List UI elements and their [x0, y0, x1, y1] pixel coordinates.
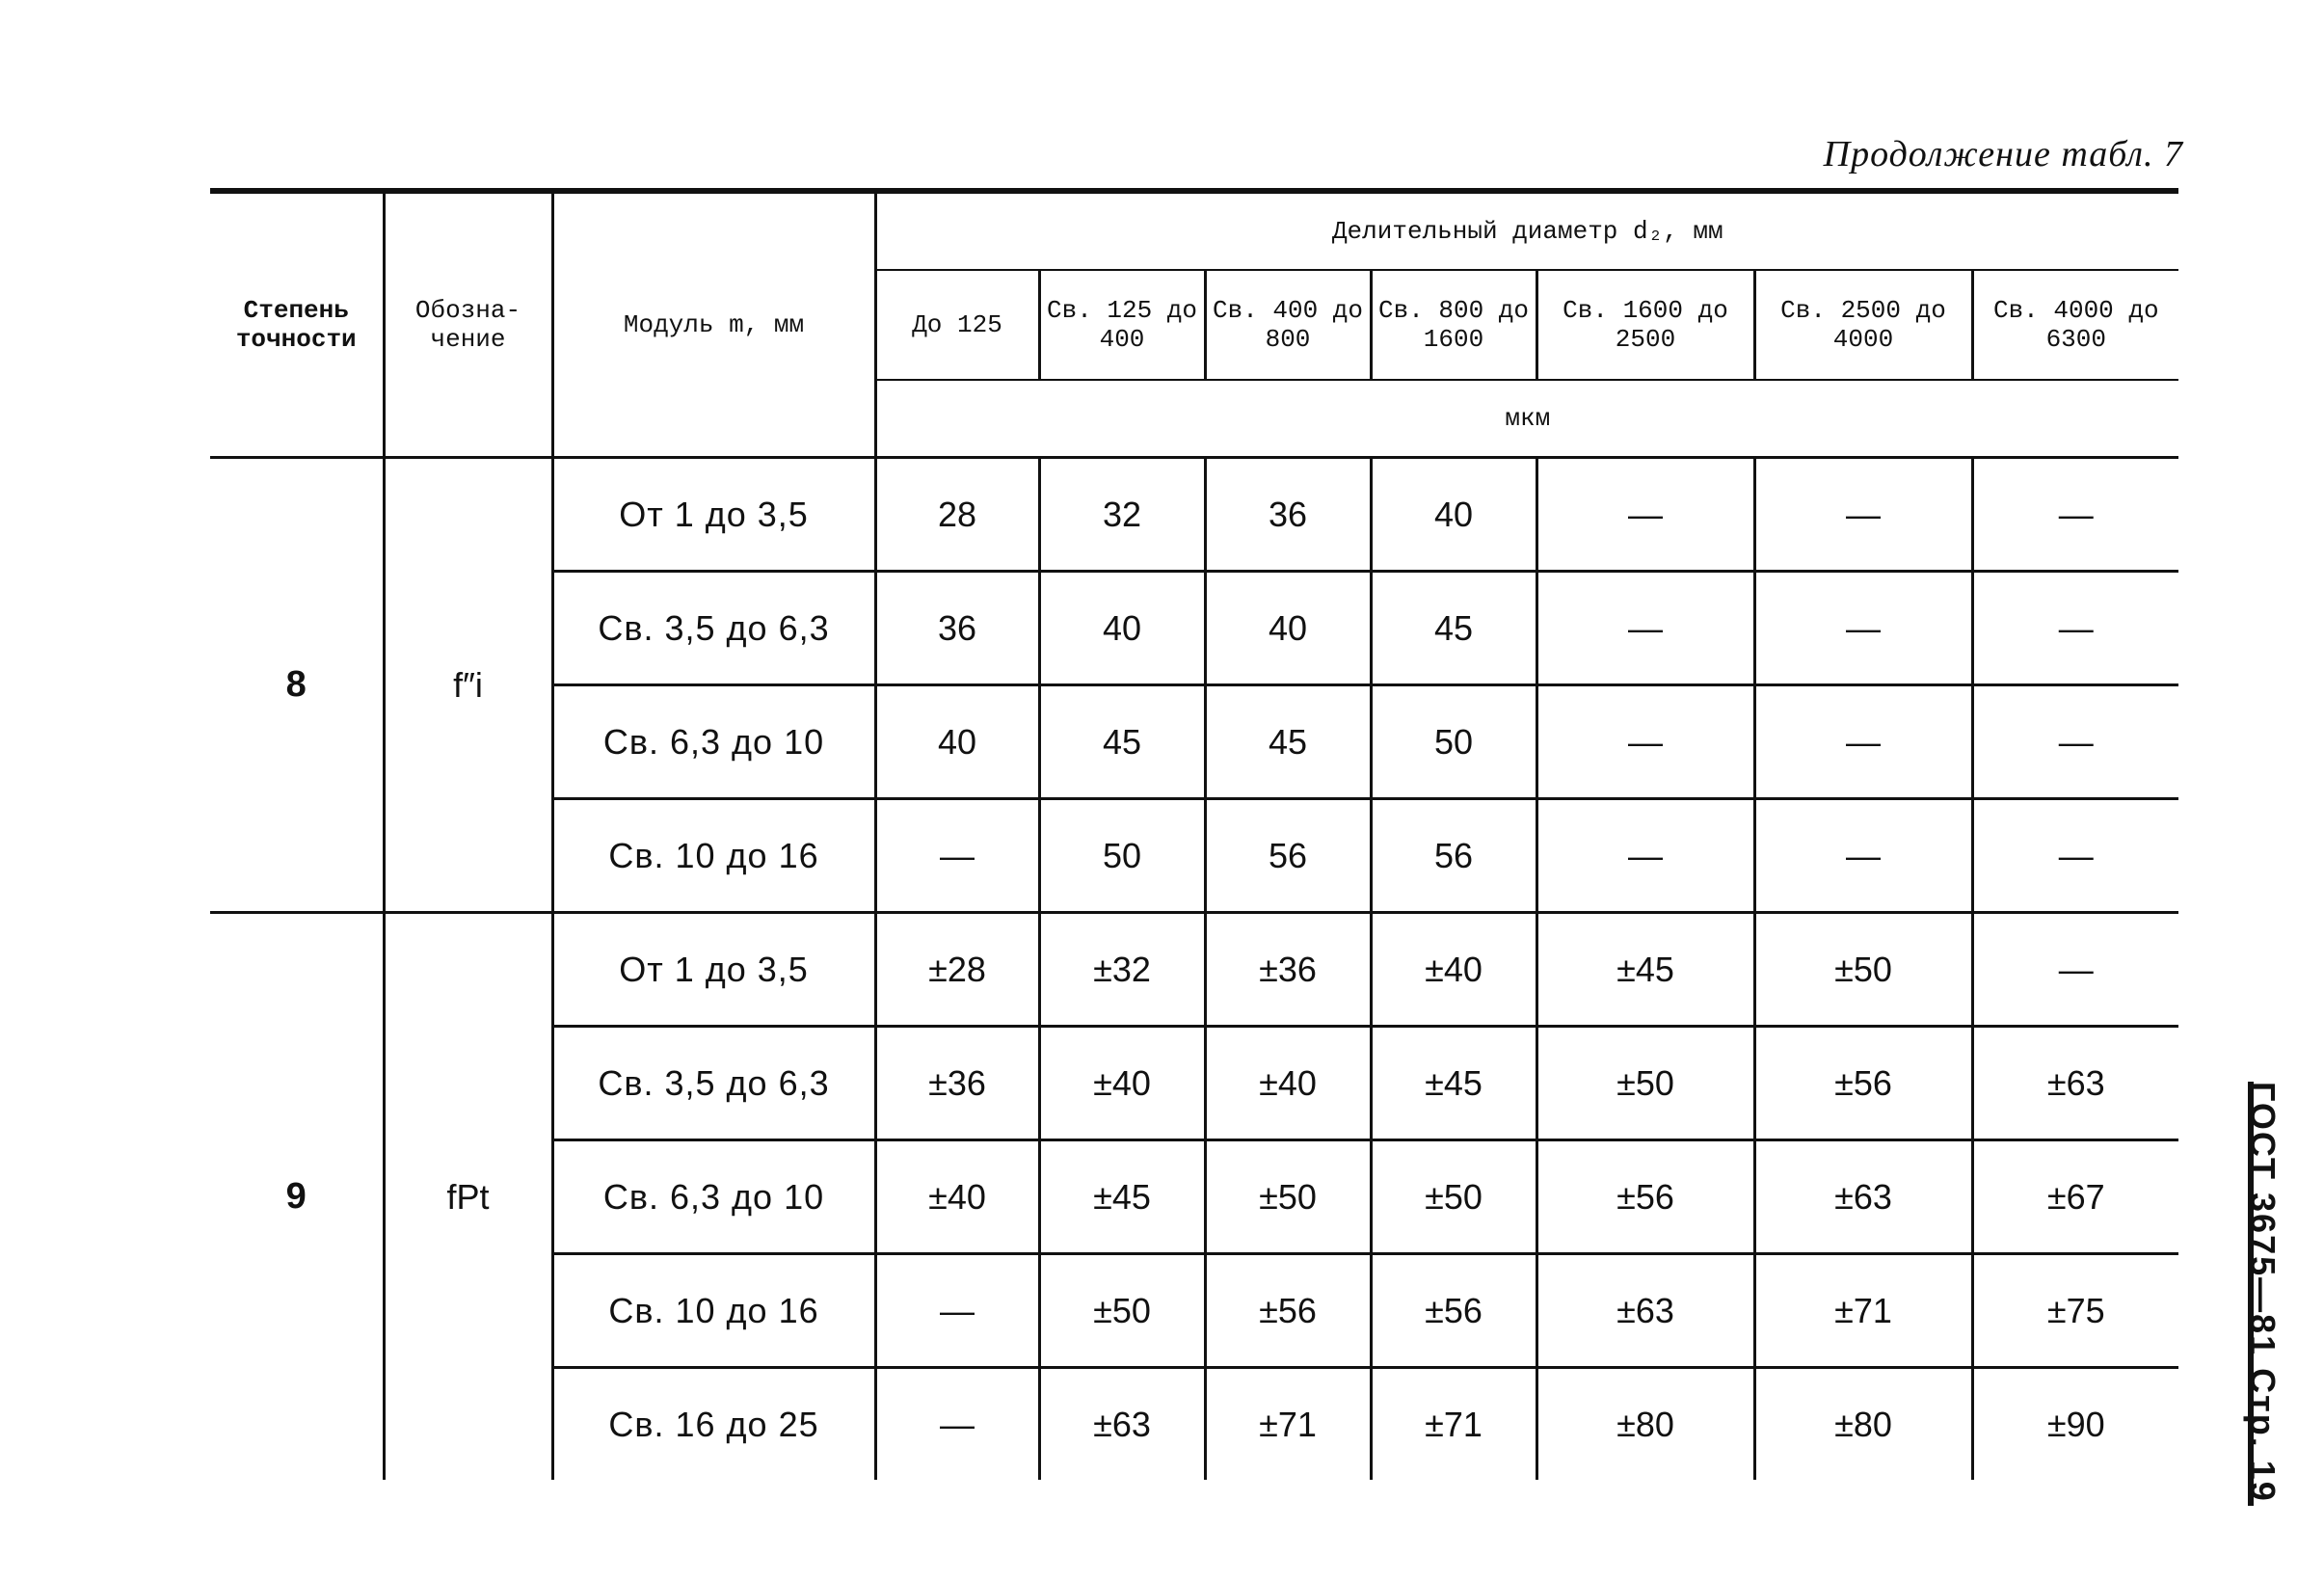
table-row — [210, 458, 2178, 572]
value-cell: ±50 — [1754, 913, 1972, 1027]
value-cell: ±40 — [875, 1140, 1039, 1254]
value-cell: 45 — [1371, 572, 1536, 685]
table-caption: Продолжение табл. 7 — [1823, 134, 2183, 174]
value-cell: 40 — [875, 685, 1039, 799]
value-cell: 40 — [1205, 572, 1371, 685]
value-cell: — — [875, 1368, 1039, 1481]
module-cell: От 1 до 3,5 — [552, 458, 875, 572]
value-cell: — — [1972, 685, 2178, 799]
tolerance-table — [210, 188, 2178, 1480]
value-cell: 45 — [1205, 685, 1371, 799]
symbol-cell: fPt — [384, 913, 552, 1481]
value-cell: — — [1754, 685, 1972, 799]
value-cell: 45 — [1039, 685, 1205, 799]
value-cell: ±75 — [1972, 1254, 2178, 1368]
header-diameter-col: Св. 4000 до 6300 — [1972, 270, 2178, 380]
value-cell: ±45 — [1039, 1140, 1205, 1254]
value-cell: ±71 — [1371, 1368, 1536, 1481]
margin-note — [2243, 1082, 2283, 1506]
module-cell: Св. 6,3 до 10 — [552, 685, 875, 799]
value-cell: 40 — [1039, 572, 1205, 685]
header-diameter-group: Делительный диаметр d₂, мм — [875, 191, 2178, 270]
value-cell: 36 — [875, 572, 1039, 685]
table-body — [210, 458, 2178, 1481]
header-diameter-col: Св. 2500 до 4000 — [1754, 270, 1972, 380]
value-cell: — — [1536, 572, 1754, 685]
value-cell: — — [1972, 799, 2178, 913]
value-cell: ±36 — [1205, 913, 1371, 1027]
value-cell: ±50 — [1039, 1254, 1205, 1368]
value-cell: ±90 — [1972, 1368, 2178, 1481]
value-cell: ±71 — [1754, 1254, 1972, 1368]
degree-cell: 9 — [210, 913, 384, 1481]
module-cell: Св. 6,3 до 10 — [552, 1140, 875, 1254]
module-cell: Св. 16 до 25 — [552, 1368, 875, 1481]
module-cell: Св. 10 до 16 — [552, 799, 875, 913]
value-cell: ±36 — [875, 1027, 1039, 1140]
value-cell: ±45 — [1371, 1027, 1536, 1140]
header-diameter-col: Св. 800 до 1600 — [1371, 270, 1536, 380]
value-cell: ±63 — [1536, 1254, 1754, 1368]
value-cell: 36 — [1205, 458, 1371, 572]
value-cell: 28 — [875, 458, 1039, 572]
value-cell: — — [1536, 685, 1754, 799]
value-cell: — — [1972, 572, 2178, 685]
module-cell: Св. 3,5 до 6,3 — [552, 572, 875, 685]
margin-note-text: ГОСТ 3675—81 Стр. 19 — [2243, 1082, 2283, 1503]
value-cell: ±56 — [1536, 1140, 1754, 1254]
value-cell: 40 — [1371, 458, 1536, 572]
value-cell: ±63 — [1754, 1140, 1972, 1254]
value-cell: ±63 — [1039, 1368, 1205, 1481]
value-cell: ±32 — [1039, 913, 1205, 1027]
value-cell: — — [1972, 913, 2178, 1027]
value-cell: — — [875, 1254, 1039, 1368]
value-cell: ±80 — [1536, 1368, 1754, 1481]
value-cell: — — [1754, 458, 1972, 572]
value-cell: ±28 — [875, 913, 1039, 1027]
value-cell: — — [1754, 572, 1972, 685]
value-cell: ±50 — [1205, 1140, 1371, 1254]
value-cell: ±80 — [1754, 1368, 1972, 1481]
header-module: Модуль m, мм — [552, 191, 875, 458]
header-diameter-col: До 125 — [875, 270, 1039, 380]
header-diameter-col: Св. 1600 до 2500 — [1536, 270, 1754, 380]
value-cell: ±40 — [1371, 913, 1536, 1027]
degree-cell: 8 — [210, 458, 384, 913]
value-cell: ±45 — [1536, 913, 1754, 1027]
value-cell: 56 — [1371, 799, 1536, 913]
value-cell: 56 — [1205, 799, 1371, 913]
header-unit: мкм — [875, 380, 2178, 458]
value-cell: — — [1536, 458, 1754, 572]
value-cell: ±56 — [1754, 1027, 1972, 1140]
value-cell: ±40 — [1039, 1027, 1205, 1140]
value-cell: ±40 — [1205, 1027, 1371, 1140]
module-cell: От 1 до 3,5 — [552, 913, 875, 1027]
value-cell: 50 — [1371, 685, 1536, 799]
value-cell: ±63 — [1972, 1027, 2178, 1140]
header-diameter-col: Св. 400 до 800 — [1205, 270, 1371, 380]
header-degree: Степень точности — [210, 191, 384, 458]
value-cell: ±67 — [1972, 1140, 2178, 1254]
value-cell: ±50 — [1536, 1027, 1754, 1140]
symbol-cell: f″i — [384, 458, 552, 913]
header-diameter-col: Св. 125 до 400 — [1039, 270, 1205, 380]
value-cell: ±56 — [1205, 1254, 1371, 1368]
value-cell: ±56 — [1371, 1254, 1536, 1368]
value-cell: — — [1972, 458, 2178, 572]
module-cell: Св. 3,5 до 6,3 — [552, 1027, 875, 1140]
value-cell: ±71 — [1205, 1368, 1371, 1481]
value-cell: — — [875, 799, 1039, 913]
value-cell: 50 — [1039, 799, 1205, 913]
module-cell: Св. 10 до 16 — [552, 1254, 875, 1368]
value-cell: ±50 — [1371, 1140, 1536, 1254]
value-cell: — — [1536, 799, 1754, 913]
value-cell: 32 — [1039, 458, 1205, 572]
table-row — [210, 913, 2178, 1027]
header-symbol: Обозна-чение — [384, 191, 552, 458]
value-cell: — — [1754, 799, 1972, 913]
